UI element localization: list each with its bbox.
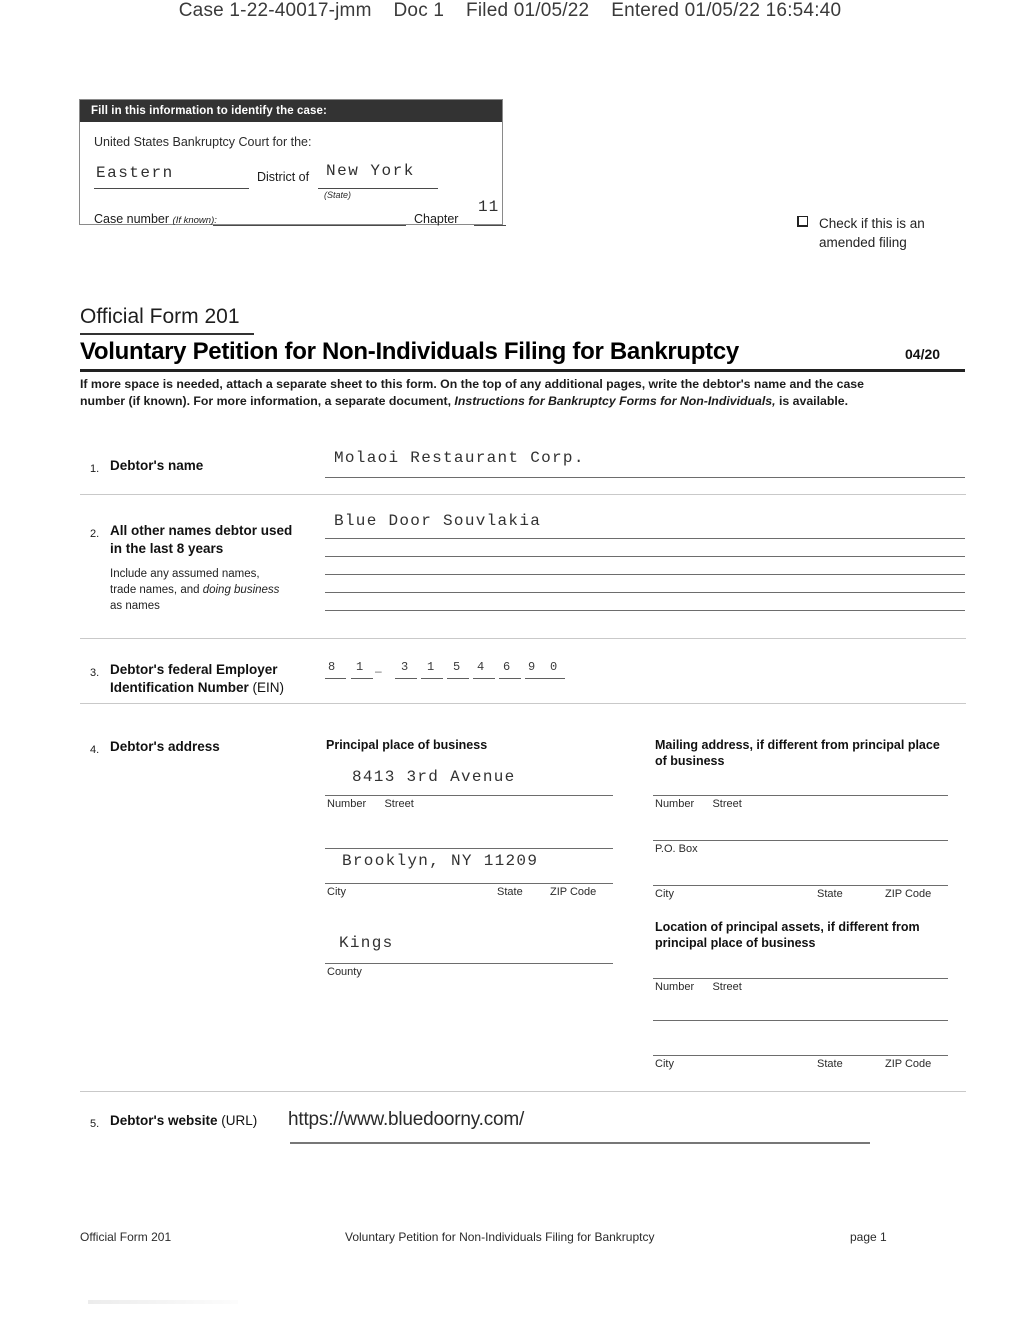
title-rule — [80, 369, 965, 372]
section-divider-2 — [80, 638, 966, 639]
principal-county-line[interactable] — [325, 963, 613, 964]
mailing-state-sub-label: State — [817, 888, 843, 900]
chapter-label: Chapter — [414, 212, 459, 226]
ecf-case-stamp: Case 1-22-40017-jmm Doc 1 Filed 01/05/22 Entered 01/05/22 16:54:40 — [178, 0, 842, 21]
case-number-input-line[interactable] — [213, 225, 406, 226]
page-title: Voluntary Petition for Non-Individuals Filing for Bankruptcy — [80, 338, 739, 365]
section-divider-1 — [80, 494, 966, 495]
principal-state-sub-label: State — [497, 886, 523, 898]
district-underline — [94, 188, 249, 189]
ein-digit-2: 1 — [356, 660, 364, 674]
section-divider-3 — [80, 703, 966, 704]
principal-assets-heading: Location of principal assets, if different from principal place of business — [655, 920, 920, 950]
ein-line-5 — [447, 678, 469, 679]
principal-city-sub-label: City — [327, 886, 346, 898]
principal-city-value[interactable]: Brooklyn, NY 11209 — [342, 852, 539, 870]
chapter-underline — [474, 225, 506, 226]
assets-zip-sub-label: ZIP Code — [885, 1058, 932, 1070]
mailing-street-sub-label: Number Street — [655, 798, 742, 810]
item-5-label: Debtor's website (URL) — [110, 1113, 258, 1128]
scan-artifact — [88, 1300, 238, 1304]
item-2-number: 2. — [90, 528, 100, 540]
item-5-number: 5. — [90, 1118, 100, 1130]
principal-street-line[interactable] — [325, 795, 613, 796]
ein-line-2 — [351, 678, 373, 679]
item-3-label: Debtor's federal Employer Identification Number (EIN) — [110, 662, 285, 695]
chapter-value[interactable]: 11 — [478, 198, 500, 216]
instructions-paragraph: If more space is needed, attach a separate sheet to this form. On the top of any additional pages, write the debtor's name and the case number (if known). For more information, a separate document, Instructions for Bankruptcy Forms for Non-Individuals, is available. — [80, 377, 864, 408]
assets-city-line[interactable] — [653, 1055, 948, 1056]
footer-form-title: Voluntary Petition for Non-Individuals Filing for Bankruptcy — [345, 1230, 655, 1244]
item-3-number: 3. — [90, 667, 100, 679]
ein-line-6 — [473, 678, 495, 679]
other-names-line-4[interactable] — [325, 592, 965, 593]
mailing-address-heading: Mailing address, if different from principal place of business — [655, 738, 940, 768]
principal-zip-sub-label: ZIP Code — [550, 886, 597, 898]
assets-line-2[interactable] — [653, 1020, 948, 1021]
court-prompt-label: United States Bankruptcy Court for the: — [94, 135, 312, 149]
principal-place-heading: Principal place of business — [326, 738, 488, 752]
state-sub-label: (State) — [324, 190, 352, 200]
case-identification-box — [79, 99, 503, 225]
ein-digit-1: 8 — [328, 660, 336, 674]
footer-page-number: page 1 — [850, 1230, 887, 1244]
assets-street-sub-label: Number Street — [655, 981, 742, 993]
item-1-label: Debtor's name — [110, 458, 204, 473]
principal-county-sub-label: County — [327, 966, 362, 978]
principal-county-value[interactable]: Kings — [339, 934, 394, 952]
item-1-number: 1. — [90, 463, 100, 475]
assets-city-sub-label: City — [655, 1058, 674, 1070]
ein-line-1 — [325, 678, 346, 679]
case-box-header-bar: Fill in this information to identify the case: — [80, 100, 502, 122]
ein-digit-5: 5 — [453, 660, 461, 674]
footer-form-number: Official Form 201 — [80, 1230, 172, 1244]
case-number-row — [94, 198, 500, 232]
form-number: Official Form 201 — [80, 305, 240, 328]
mailing-pobox-line[interactable] — [653, 840, 948, 841]
other-names-line-1[interactable] — [325, 538, 965, 539]
case-box-body — [80, 122, 502, 224]
item-4-label: Debtor's address — [110, 739, 220, 754]
ein-digit-4: 1 — [427, 660, 435, 674]
ein-field[interactable] — [325, 660, 565, 690]
debtor-website-value[interactable]: https://www.bluedoorny.com/ — [288, 1109, 525, 1130]
ein-digit-6: 4 — [477, 660, 485, 674]
mailing-zip-sub-label: ZIP Code — [885, 888, 932, 900]
ein-dash: – — [375, 664, 382, 678]
debtor-website-line[interactable] — [290, 1142, 870, 1144]
debtor-name-line[interactable] — [325, 477, 965, 478]
state-value[interactable]: New York — [326, 162, 415, 180]
principal-city-line[interactable] — [325, 883, 613, 884]
other-names-line-3[interactable] — [325, 574, 965, 575]
principal-street-value[interactable]: 8413 3rd Avenue — [352, 768, 516, 786]
mailing-city-sub-label: City — [655, 888, 674, 900]
ein-line-8 — [525, 678, 547, 679]
section-divider-4 — [80, 1091, 966, 1092]
assets-street-line[interactable] — [653, 978, 948, 979]
item-4-number: 4. — [90, 744, 100, 756]
debtor-name-value[interactable]: Molaoi Restaurant Corp. — [334, 449, 585, 467]
ein-digit-7: 6 — [503, 660, 511, 674]
principal-street-sub-label: Number Street — [327, 798, 414, 810]
assets-state-sub-label: State — [817, 1058, 843, 1070]
checkbox-icon[interactable] — [797, 216, 808, 227]
principal-street-line-2[interactable] — [325, 848, 613, 849]
ein-line-7 — [499, 678, 521, 679]
item-2-sub-label: Include any assumed names, trade names, and doing business as names — [110, 568, 280, 612]
other-names-value[interactable]: Blue Door Souvlakia — [334, 512, 542, 530]
form-number-underline — [80, 333, 254, 335]
mailing-city-line[interactable] — [653, 885, 948, 886]
amended-filing-label: Check if this is an amended filing — [819, 216, 925, 250]
district-value[interactable]: Eastern — [96, 164, 174, 182]
case-number-label: Case number (If known): — [94, 212, 217, 226]
district-row — [94, 164, 490, 204]
ein-line-4 — [421, 678, 443, 679]
ein-digit-8: 9 — [528, 660, 536, 674]
state-underline — [318, 188, 438, 189]
ein-line-9 — [547, 678, 565, 679]
item-2-label: All other names debtor used in the last 8 years — [110, 523, 293, 556]
other-names-line-2[interactable] — [325, 556, 965, 557]
form-revision-date: 04/20 — [905, 346, 941, 362]
other-names-line-5[interactable] — [325, 610, 965, 611]
mailing-pobox-sub-label: P.O. Box — [655, 843, 698, 855]
mailing-street-line[interactable] — [653, 795, 948, 796]
ein-digit-9: 0 — [550, 660, 558, 674]
ein-digit-3: 3 — [401, 660, 409, 674]
district-of-label: District of — [257, 170, 310, 184]
ein-line-3 — [395, 678, 417, 679]
